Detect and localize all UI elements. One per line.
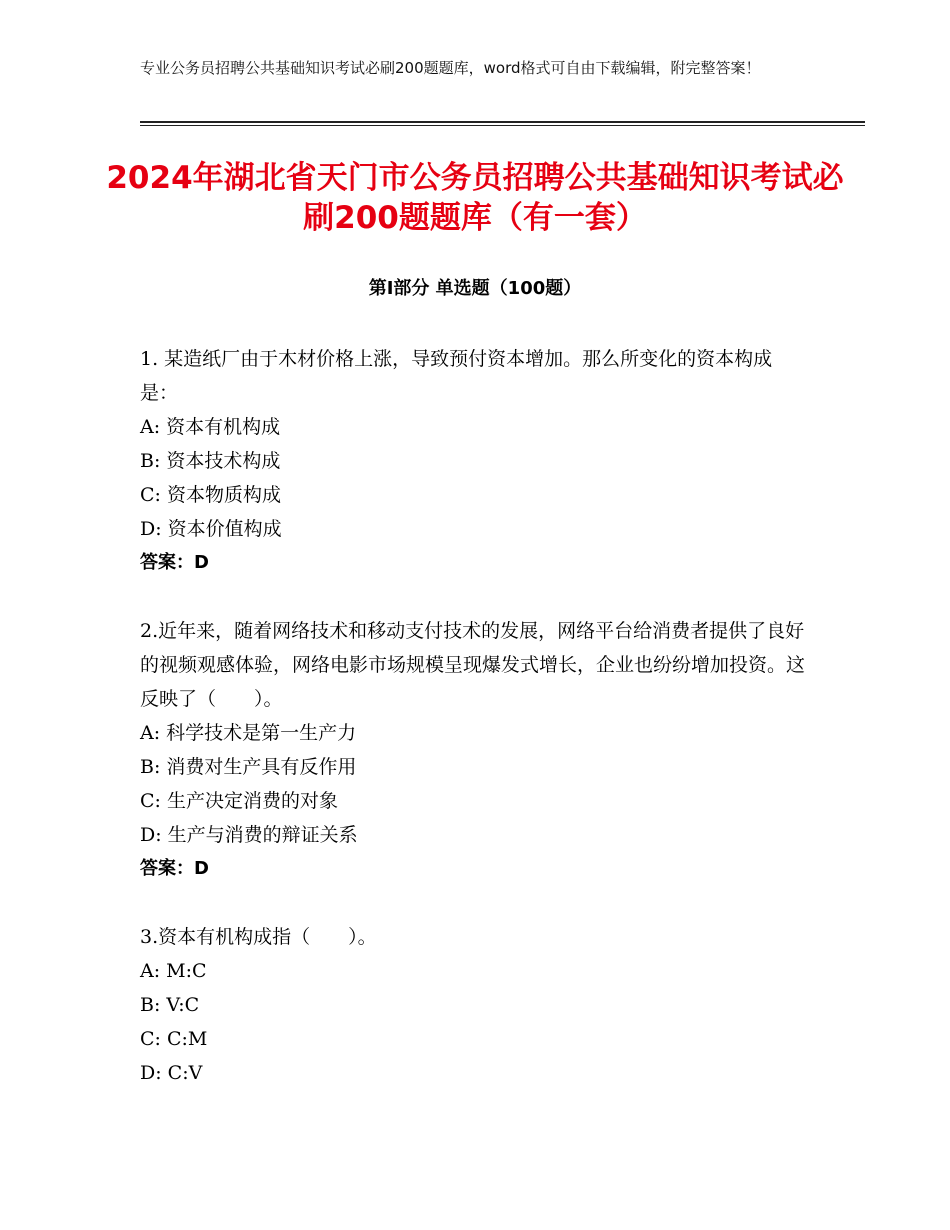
question-option-a: A: 科学技术是第一生产力: [140, 722, 357, 744]
question-option-b: B: V:C: [140, 994, 200, 1016]
question-option-d: D: C:V: [140, 1062, 203, 1084]
header-divider-thin: [140, 125, 865, 126]
question-answer: 答案：D: [140, 552, 209, 573]
question-1: [140, 342, 805, 580]
document-title: 2024年湖北省天门市公务员招聘公共基础知识考试必刷200题题库（有一套）: [106, 160, 844, 236]
question-option-a: A: M:C: [140, 960, 207, 982]
question-stem: 3.资本有机构成指（ ）。: [140, 926, 377, 948]
question-list: [140, 342, 805, 1124]
question-stem: 2.近年来，随着网络技术和移动支付技术的发展，网络平台给消费者提供了良好的视频观感体验，网络电影市场规模呈现爆发式增长，企业也纷纷增加投资。这反映了（ ）。: [140, 620, 806, 710]
question-2: [140, 614, 805, 886]
header-divider: [140, 121, 865, 123]
question-option-b: B: 资本技术构成: [140, 450, 281, 472]
question-option-c: C: 资本物质构成: [140, 484, 281, 506]
question-option-a: A: 资本有机构成: [140, 416, 281, 438]
question-option-c: C: 生产决定消费的对象: [140, 790, 338, 812]
question-stem: 1. 某造纸厂由于木材价格上涨，导致预付资本增加。那么所变化的资本构成是：: [140, 348, 773, 404]
question-option-d: D: 资本价值构成: [140, 518, 282, 540]
question-answer: 答案：D: [140, 858, 209, 879]
question-option-b: B: 消费对生产具有反作用: [140, 756, 357, 778]
question-3: [140, 920, 805, 1090]
question-option-d: D: 生产与消费的辩证关系: [140, 824, 358, 846]
header-note: 专业公务员招聘公共基础知识考试必刷200题题库，word格式可自由下载编辑，附完整答案！: [140, 59, 761, 77]
question-option-c: C: C:M: [140, 1028, 208, 1050]
section-title: 第Ⅰ部分 单选题（100题）: [368, 278, 582, 299]
